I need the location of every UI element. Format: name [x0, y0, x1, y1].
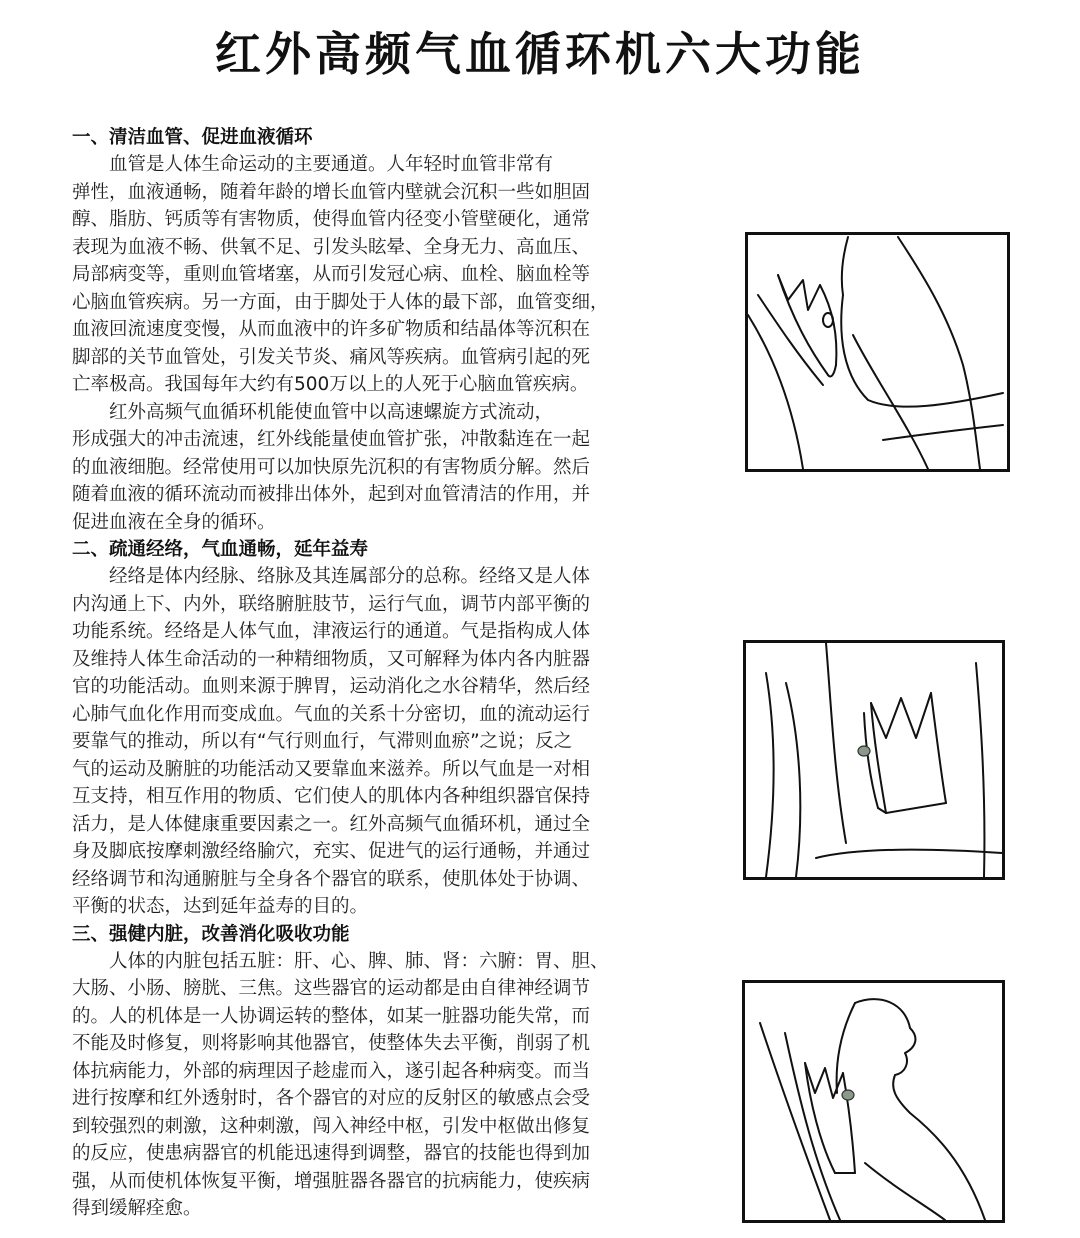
text-line: 平衡的状态，达到延年益寿的目的。 [72, 896, 369, 917]
text-line: 人体的内脏包括五脏：肝、心、脾、肺、肾：六腑：胃、胆、 [72, 950, 609, 972]
text-line: 经络调节和沟通腑脏与全身各个器官的联系，使肌体处于协调、 [72, 868, 591, 890]
text-line: 亡率极高。我国每年大约有500万以上的人死于心脑血管疾病。 [72, 374, 589, 395]
article-body [72, 124, 742, 1223]
text-line: 大肠、小肠、膀胱、三焦。这些器官的运动都是由自律神经调节 [72, 978, 591, 999]
text-line: 形成强大的冲击流速，红外线能量使血管扩张，冲散黏连在一起 [72, 429, 591, 450]
section-heading: 一、清洁血管、促进血液循环 [72, 127, 313, 148]
text-line: 的血液细胞。经常使用可以加快原先沉积的有害物质分解。然后 [72, 456, 591, 478]
massager-on-upper-arm-illustration [745, 232, 1010, 472]
text-line: 红外高频气血循环机能使血管中以高速螺旋方式流动， [72, 401, 554, 423]
paragraph [72, 399, 742, 537]
text-line: 官的功能活动。血则来源于脾胃，运动消化之水谷精华，然后经 [72, 676, 591, 697]
text-line: 内沟通上下、内外，联络腑脏肢节，运行气血，调节内部平衡的 [72, 593, 591, 615]
page-title: 红外高频气血循环机六大功能 [215, 27, 865, 81]
text-line: 到较强烈的刺激，这种刺激，闯入神经中枢，引发中枢做出修复 [72, 1115, 591, 1137]
section-2 [72, 536, 742, 921]
massager-on-neck-illustration [742, 980, 1005, 1223]
text-line: 血管是人体生命运动的主要通道。人年轻时血管非常有 [72, 154, 554, 175]
text-line: 脚部的关节血管处，引发关节炎、痛风等疾病。血管病引起的死 [72, 346, 591, 368]
text-line: 促进血液在全身的循环。 [72, 511, 276, 533]
text-line: 互支持，相互作用的物质、它们使人的肌体内各种组织器官保持 [72, 786, 591, 807]
text-line: 心肺气血化作用而变成血。气血的关系十分密切，血的流动运行 [72, 703, 591, 725]
text-line: 身及脚底按摩刺激经络腧穴，充实、促进气的运行通畅，并通过 [72, 841, 591, 862]
text-line: 功能系统。经络是人体气血，津液运行的通道。气是指构成人体 [72, 621, 591, 642]
text-line: 及维持人体生命活动的一种精细物质，又可解释为体内各内脏器 [72, 648, 591, 670]
massager-on-back-illustration [743, 640, 1005, 880]
section-1 [72, 124, 742, 536]
text-line: 的。人的机体是一人协调运转的整体，如某一脏器功能失常，而 [72, 1005, 591, 1027]
text-line: 醇、脂肪、钙质等有害物质，使得血管内径变小管壁硬化，通常 [72, 209, 591, 230]
text-line: 弹性，血液通畅，随着年龄的增长血管内壁就会沉积一些如胆固 [72, 181, 591, 203]
text-line: 体抗病能力，外部的病理因子趁虚而入，遂引起各种病变。而当 [72, 1060, 591, 1082]
section-3 [72, 921, 742, 1223]
paragraph [72, 563, 742, 921]
text-line: 局部病变等，重则血管堵塞，从而引发冠心病、血栓、脑血栓等 [72, 264, 591, 285]
text-line: 气的运动及腑脏的功能活动又要靠血来滋养。所以气血是一对相 [72, 758, 591, 780]
section-heading: 二、疏通经络，气血通畅，延年益寿 [72, 539, 369, 560]
text-line: 经络是体内经脉、络脉及其连属部分的总称。经络又是人体 [72, 566, 591, 587]
text-line: 进行按摩和红外透射时，各个器官的对应的反射区的敏感点会受 [72, 1088, 591, 1109]
text-line: 随着血液的循环流动而被排出体外，起到对血管清洁的作用，并 [72, 484, 591, 505]
text-line: 要靠气的推动，所以有“气行则血行，气滞则血瘀”之说；反之 [72, 731, 573, 752]
text-line: 心脑血管疾病。另一方面，由于脚处于人体的最下部，血管变细， [72, 291, 609, 313]
text-line: 强，从而使机体恢复平衡，增强脏器各器官的抗病能力，使疾病 [72, 1170, 591, 1192]
text-line: 的反应，使患病器官的机能迅速得到调整，器官的技能也得到加 [72, 1143, 591, 1164]
paragraph [72, 151, 742, 399]
text-line: 表现为血液不畅、供氧不足、引发头眩晕、全身无力、高血压、 [72, 236, 591, 258]
section-heading: 三、强健内脏，改善消化吸收功能 [72, 923, 350, 945]
paragraph [72, 948, 742, 1223]
text-line: 不能及时修复，则将影响其他器官，使整体失去平衡，削弱了机 [72, 1033, 591, 1054]
text-line: 血液回流速度变慢，从而血液中的许多矿物质和结晶体等沉积在 [72, 319, 591, 340]
text-line: 活力，是人体健康重要因素之一。红外高频气血循环机，通过全 [72, 813, 591, 835]
text-line: 得到缓解痊愈。 [72, 1198, 202, 1219]
